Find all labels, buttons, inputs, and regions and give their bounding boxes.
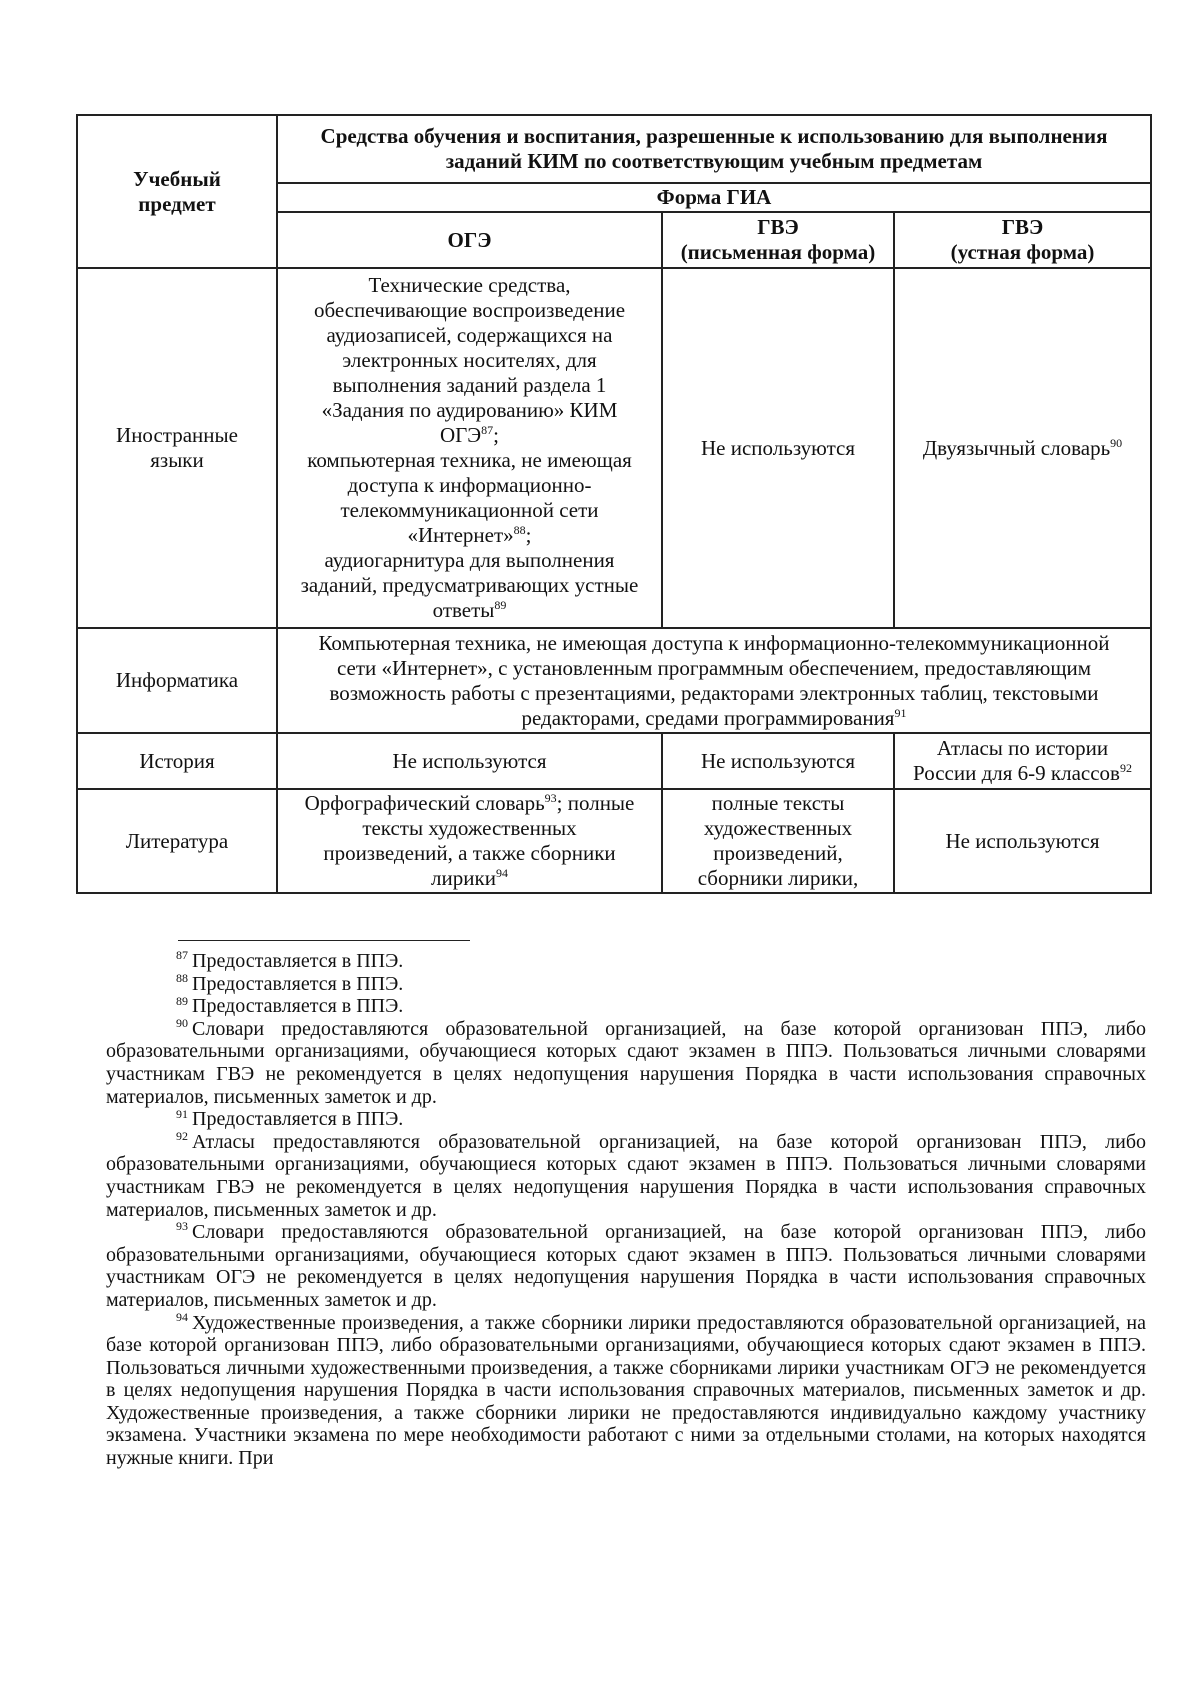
footnote-91: $^{91}$ Предоставляется в ППЭ. <box>176 1106 404 1131</box>
oge-cell: Технические средства, обеспечивающие воспроизведение аудиозаписей, содержащихся на электронных носителях, для выполнения заданий раздела 1 «Задания по аудированию» КИМ ОГЭ$^{87}$; компьютерная техника, не имеющая доступа к информационно- телекоммуникационной сети «Интернет»$^{88}$; аудиогарнитура для выполнения заданий, предусматривающих устные ответы$^{89}$ <box>277 268 662 628</box>
gve-written-cell: Не используются <box>662 733 894 789</box>
footnote-ref-94: 94 <box>495 866 508 880</box>
footnote-92: $^{92}$ Атласы предоставляются образовательной организацией, на базе которой организован ППЭ, либо образовательными организациями, обучающиеся которых сдают экзамен в ППЭ. Пользоваться личными словарями участникам ГВЭ не рекомендуется в целях недопущения нарушения Порядка в части использования справочных материалов, письменных заметок и др. <box>106 1129 1146 1221</box>
table-row-history <box>77 733 1151 789</box>
table-row-informatics <box>77 628 1151 733</box>
header-gia-form: Форма ГИА <box>277 183 1151 212</box>
subject-cell: История <box>77 733 277 789</box>
header-means: Средства обучения и воспитания, разрешенные к использованию для выполнения заданий КИМ по соответствующим учебным предметам <box>277 115 1151 183</box>
footnote-88: $^{88}$ Предоставляется в ППЭ. <box>176 970 404 995</box>
footnote-ref-89: 89 <box>494 598 507 612</box>
subject-cell: Иностранные языки <box>77 268 277 628</box>
footnote-separator <box>178 940 470 941</box>
footnotes <box>106 950 1146 1470</box>
footnote-94: $^{94}$ Художественные произведения, а также сборники лирики предоставляются образовательной организацией, на базе которой организован ППЭ, либо образовательными организациями, обучающиеся которых сдают экзамен в ППЭ. Пользоваться личными художественными произведения, а также сборниками лирики участникам ОГЭ не рекомендуется в целях недопущения нарушения Порядка в части использования справочных материалов, письменных заметок и др. Художественные произведения, а также сборники лирики не предоставляются индивидуально каждому участнику экзамена. Участники экзамена по мере необходимости работают с ними за отдельными столами, на которых находятся нужные книги. При <box>106 1309 1146 1470</box>
footnote-ref-93: 93 <box>544 791 557 805</box>
gia-means-table <box>76 114 1152 894</box>
table-row-foreign-languages <box>77 268 1151 628</box>
header-oge: ОГЭ <box>277 212 662 268</box>
footnote-ref-90: 90 <box>1110 435 1123 450</box>
gve-oral-cell: Не используются <box>894 789 1151 893</box>
footnote-89: $^{89}$ Предоставляется в ППЭ. <box>176 993 404 1018</box>
table-row-literature <box>77 789 1151 893</box>
footnote-ref-88: 88 <box>513 523 526 537</box>
footnote-90: $^{90}$ Словари предоставляются образовательной организацией, на базе которой организован ППЭ, либо образовательными организациями, обучающиеся которых сдают экзамен в ППЭ. Пользоваться личными словарями участникам ГВЭ не рекомендуется в целях недопущения нарушения Порядка в части использования справочных материалов, письменных заметок и др. <box>106 1016 1146 1108</box>
footnote-ref-91: 91 <box>894 705 907 720</box>
footnote-ref-87: 87 <box>481 423 494 437</box>
gve-oral-cell: Двуязычный словарь$^{90}$ <box>894 268 1151 628</box>
header-subject: Учебный предмет <box>77 115 277 268</box>
header-gve-oral: ГВЭ (устная форма) <box>894 212 1151 268</box>
footnote-87: $^{87}$ Предоставляется в ППЭ. <box>176 948 404 972</box>
footnote-ref-92: 92 <box>1119 761 1132 775</box>
gve-written-cell: Не используются <box>662 268 894 628</box>
gve-oral-cell: Атласы по истории России для 6-9 классов$^{92}$ <box>894 733 1151 789</box>
oge-cell: Не используются <box>277 733 662 789</box>
header-gve-written: ГВЭ (письменная форма) <box>662 212 894 268</box>
gve-written-cell: полные тексты художественных произведений, сборники лирики, <box>662 789 894 893</box>
subject-cell: Литература <box>77 789 277 893</box>
footnote-93: $^{93}$ Словари предоставляются образовательной организацией, на базе которой организован ППЭ, либо образовательными организациями, обучающиеся которых сдают экзамен в ППЭ. Пользоваться личными словарями участникам ОГЭ не рекомендуется в целях недопущения нарушения Порядка в части использования справочных материалов, письменных заметок и др. <box>106 1219 1146 1311</box>
informatics-means-cell: Компьютерная техника, не имеющая доступа к информационно-телекоммуникационной сети «Интернет», с установленным программным обеспечением, предоставляющим возможность работы с презентациями, редакторами электронных таблиц, текстовыми редакторами, средами программирования$^{91}$ <box>277 628 1151 733</box>
subject-cell: Информатика <box>77 628 277 733</box>
oge-cell: Орфографический словарь$^{93}$; полные тексты художественных произведений, а также сборники лирики$^{94}$ <box>277 789 662 893</box>
